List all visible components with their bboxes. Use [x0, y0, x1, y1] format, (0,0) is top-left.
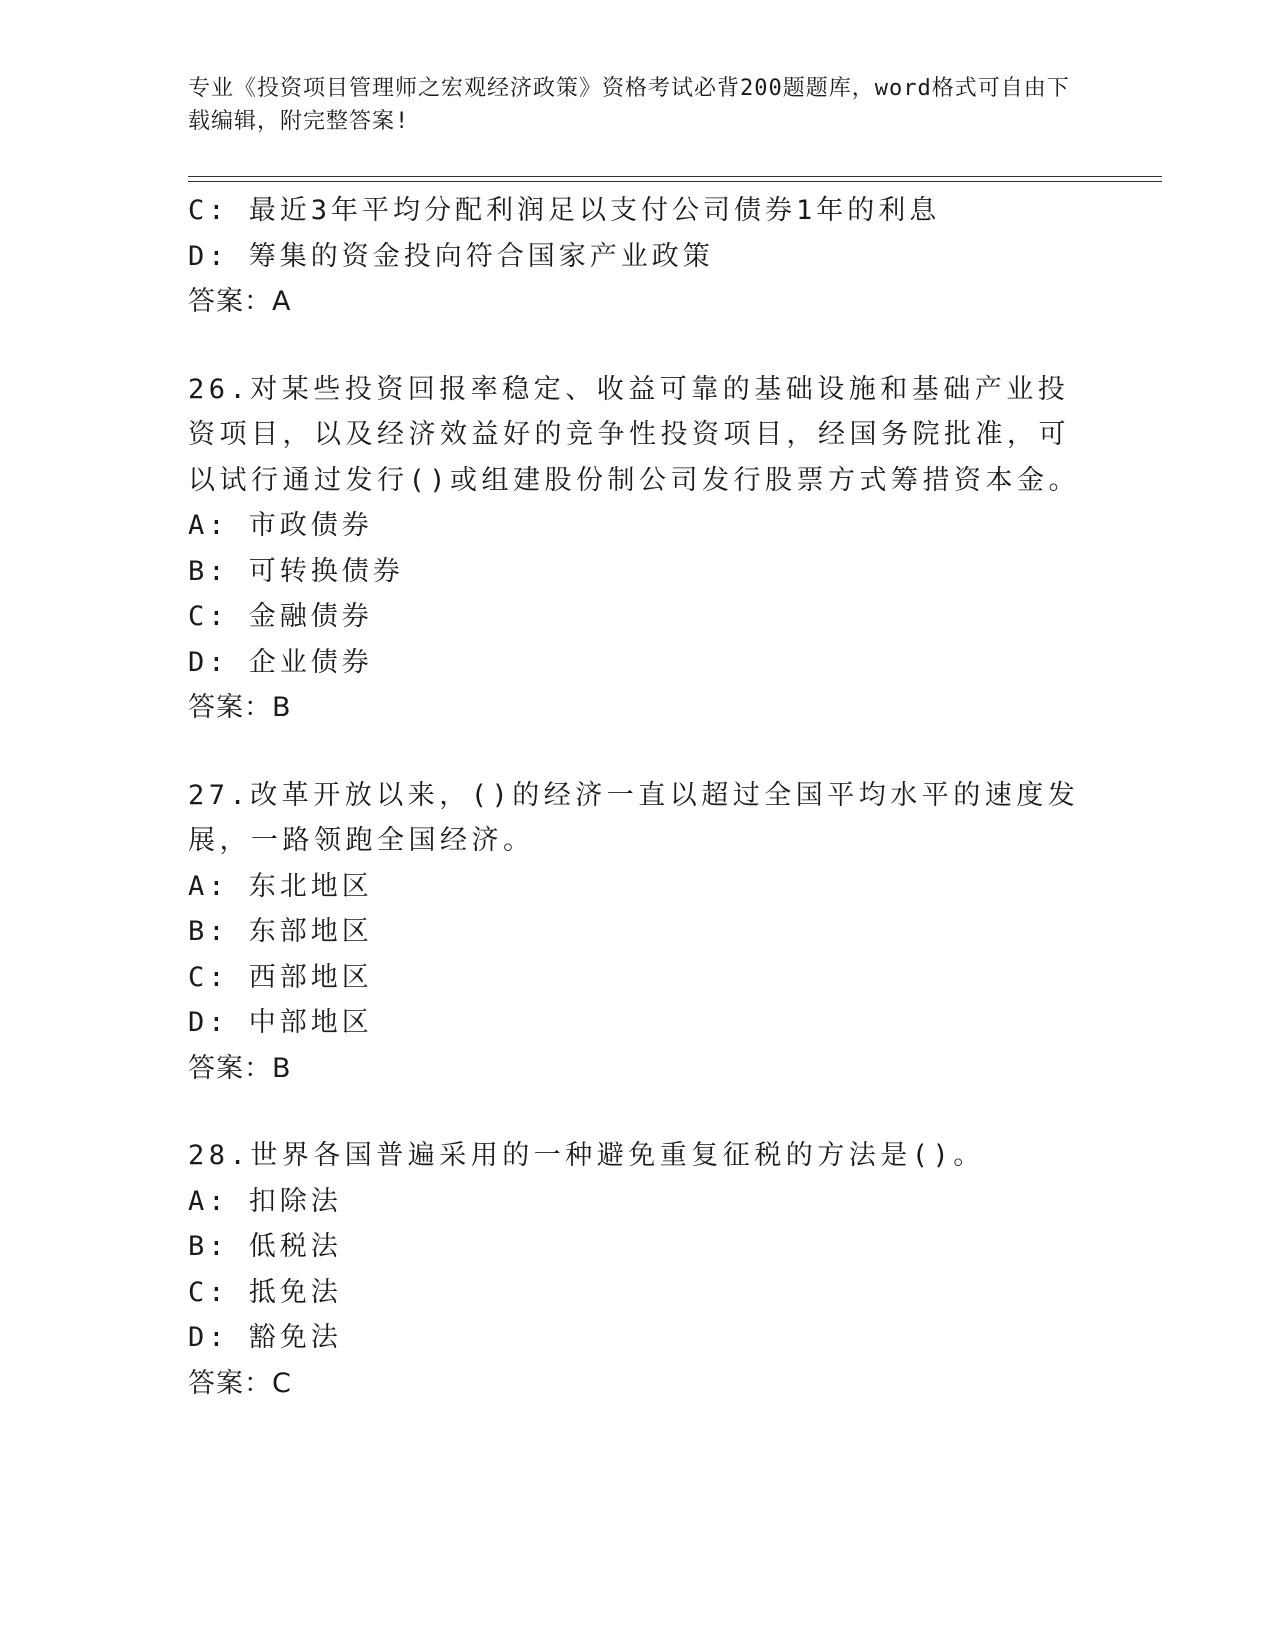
- option-b: B: 低税法: [188, 1231, 342, 1262]
- option-d: D: 中部地区: [188, 1007, 373, 1038]
- document-body: [188, 188, 1088, 1406]
- option-a: A: 扣除法: [188, 1185, 342, 1217]
- option-d: D: 豁免法: [188, 1322, 342, 1353]
- option-a: A: 市政债券: [188, 510, 373, 541]
- question-stem: 28.世界各国普遍采用的一种避免重复征税的方法是()。: [188, 1140, 985, 1171]
- option-d: D: 企业债券: [188, 646, 373, 678]
- option-c: C: 金融债券: [188, 601, 373, 632]
- document-header: [188, 72, 1078, 138]
- option-c: C: 最近3年平均分配利润足以支付公司债券1年的利息: [188, 195, 941, 226]
- question-26: [188, 367, 1088, 731]
- header-rule-top: [188, 176, 1162, 177]
- question-stem: 26.对某些投资回报率稳定、收益可靠的基础设施和基础产业投资项目，以及经济效益好的竞争性投资项目，经国务院批准，可以试行通过发行()或组建股份制公司发行股票方式筹措资本金。: [188, 373, 1081, 496]
- question-27: [188, 773, 1088, 1092]
- option-a: A: 东北地区: [188, 870, 373, 902]
- question-fragment: [188, 188, 1088, 325]
- block-spacer: [188, 731, 1088, 773]
- answer-line: 答案：A: [188, 286, 292, 317]
- answer-line: 答案：B: [188, 692, 292, 723]
- question-stem: 27.改革开放以来，()的经济一直以超过全国平均水平的速度发展，一路领跑全国经济。: [188, 779, 1080, 856]
- block-spacer: [188, 325, 1088, 367]
- option-b: B: 可转换债券: [188, 555, 404, 587]
- answer-line: 答案：C: [188, 1367, 292, 1399]
- question-28: [188, 1133, 1088, 1406]
- header-rule-bottom: [188, 181, 1162, 182]
- block-spacer: [188, 1091, 1088, 1133]
- option-c: C: 抵免法: [188, 1276, 342, 1308]
- option-c: C: 西部地区: [188, 961, 373, 993]
- option-d: D: 筹集的资金投向符合国家产业政策: [188, 240, 714, 272]
- header-text: 专业《投资项目管理师之宏观经济政策》资格考试必背200题题库，word格式可自由下载编辑，附完整答案!: [188, 76, 1070, 134]
- answer-line: 答案：B: [188, 1052, 292, 1084]
- option-b: B: 东部地区: [188, 916, 373, 947]
